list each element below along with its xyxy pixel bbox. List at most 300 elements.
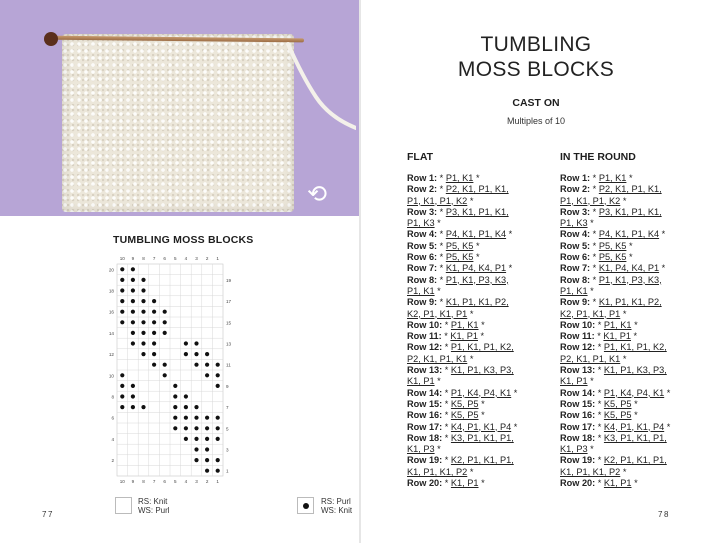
chart-number-label: 11 — [226, 362, 231, 368]
flat-row-line — [407, 286, 555, 297]
flat-row-post: * — [478, 478, 485, 489]
round-row-line — [560, 207, 708, 218]
round-row-post: * — [620, 195, 627, 206]
round-row-line — [560, 455, 708, 466]
purl-stitch-dot — [120, 373, 124, 377]
chart-number-label: 5 — [226, 426, 229, 432]
purl-stitch-dot — [194, 352, 198, 356]
round-row-inst: K1, P1, K3, P3, — [603, 365, 667, 376]
flat-row-inst: K1, P1 — [450, 478, 479, 489]
purl-stitch-dot — [205, 426, 209, 430]
chart-number-label: 17 — [226, 299, 232, 305]
flat-row-post: * — [511, 421, 518, 432]
round-row-inst: K5, P5 — [603, 398, 632, 409]
round-row-line — [560, 173, 708, 184]
knitted-swatch — [62, 34, 294, 212]
flat-row-line — [407, 410, 555, 421]
legend-purl-rs: RS: Purl — [321, 497, 351, 506]
flat-row-post: * — [434, 218, 441, 229]
flat-row-post: * — [434, 285, 441, 296]
chart-number-label: 2 — [111, 458, 114, 464]
purl-stitch-dot — [131, 384, 135, 388]
round-row-pre: * — [595, 365, 604, 376]
purl-stitch-dot — [194, 426, 198, 430]
purl-stitch-dot — [173, 405, 177, 409]
flat-row-inst: P5, K5 — [445, 240, 474, 251]
chart-number-label: 14 — [108, 330, 114, 336]
round-row-post: * — [620, 353, 627, 364]
round-row-post: * — [659, 229, 666, 240]
round-row-label: Row 20: — [560, 478, 596, 489]
chart-title: TUMBLING MOSS BLOCKS — [113, 234, 254, 246]
round-row-inst: K1, P1 — [603, 478, 632, 489]
chart-number-label: 15 — [226, 320, 232, 326]
chart-number-label: 2 — [205, 479, 209, 484]
flat-row-pre: * — [442, 365, 451, 376]
chart-number-label: 19 — [226, 277, 232, 283]
flat-row-line — [407, 320, 555, 331]
purl-stitch-dot — [152, 310, 156, 314]
chart-number-label: 5 — [174, 256, 177, 261]
round-row-pre: * — [590, 184, 599, 195]
round-row-label: Row 12: — [560, 342, 596, 353]
round-row-post: * — [631, 410, 638, 421]
round-row-pre: * — [595, 410, 604, 421]
round-row-pre: * — [590, 173, 599, 183]
purl-stitch-dot — [194, 363, 198, 367]
round-row-inst: P1, K1, P3, K3, — [598, 274, 662, 285]
flat-row-pre: * — [437, 297, 446, 308]
flat-row-line — [407, 422, 555, 433]
chart-number-label: 8 — [111, 394, 114, 400]
stitch-chart — [100, 252, 250, 492]
purl-stitch-dot — [131, 405, 135, 409]
chart-number-label: 4 — [111, 436, 114, 442]
round-row-label: Row 2: — [560, 184, 591, 195]
round-row-inst: P1, K1 — [560, 285, 588, 296]
flat-row-post: * — [478, 410, 485, 421]
flat-row-post: * — [506, 229, 513, 240]
purl-stitch-dot — [184, 437, 188, 441]
purl-stitch-dot — [184, 405, 188, 409]
flat-row-line — [407, 478, 555, 489]
flat-row-label: Row 15: — [407, 398, 443, 409]
chart-number-label: 18 — [108, 288, 114, 294]
round-row-line — [560, 467, 708, 478]
round-row-label: Row 14: — [560, 387, 596, 398]
chart-number-label: 7 — [152, 479, 156, 484]
purl-stitch-dot — [152, 320, 156, 324]
flat-row-inst: K2, P1, K1, P1 — [407, 308, 468, 319]
flat-row-pre: * — [437, 173, 446, 183]
round-row-line — [560, 354, 708, 365]
round-row-label: Row 10: — [560, 319, 596, 330]
flat-row-label: Row 13: — [407, 365, 443, 376]
round-instructions — [560, 173, 708, 489]
purl-stitch-dot — [131, 331, 135, 335]
purl-stitch-dot — [141, 310, 145, 314]
flat-row-pre: * — [442, 387, 451, 398]
round-row-label: Row 13: — [560, 365, 596, 376]
round-row-post: * — [631, 478, 638, 489]
round-row-inst: K1, P1, K1, P2, — [598, 297, 662, 308]
purl-stitch-dot — [194, 405, 198, 409]
flat-row-inst: P2, K1, P1, K1, — [445, 184, 509, 195]
flat-row-pre: * — [442, 455, 451, 466]
purl-stitch-dot — [194, 447, 198, 451]
flat-row-post: * — [434, 444, 441, 455]
flat-row-pre: * — [442, 410, 451, 421]
round-row-inst: P1, K1, P1, K2, — [603, 342, 667, 353]
round-row-pre: * — [590, 297, 599, 308]
flat-row-pre: * — [442, 421, 451, 432]
flat-row-pre: * — [437, 274, 446, 285]
flat-row-post: * — [434, 376, 441, 387]
flat-row-label: Row 7: — [407, 263, 438, 274]
purl-stitch-dot — [216, 458, 220, 462]
round-row-label: Row 9: — [560, 297, 591, 308]
round-row-line — [560, 320, 708, 331]
round-row-inst: K1, P1, K1, P2 — [560, 466, 621, 477]
purl-stitch-dot — [184, 341, 188, 345]
purl-stitch-dot — [205, 363, 209, 367]
chart-number-label: 8 — [142, 479, 145, 484]
knit-symbol-box — [115, 497, 132, 514]
flat-row-inst: K1, P4, K4, P1 — [445, 263, 507, 274]
purl-stitch-dot — [216, 384, 220, 388]
purl-stitch-dot — [141, 278, 145, 282]
chart-number-label: 5 — [174, 479, 177, 484]
purl-stitch-dot — [173, 384, 177, 388]
flat-row-label: Row 11: — [407, 331, 442, 342]
purl-stitch-dot — [216, 416, 220, 420]
round-row-label: Row 7: — [560, 263, 591, 274]
purl-stitch-dot — [152, 363, 156, 367]
round-row-label: Row 15: — [560, 398, 596, 409]
chart-number-label: 12 — [108, 352, 114, 358]
purl-stitch-dot — [216, 437, 220, 441]
round-row-post: * — [631, 398, 638, 409]
round-row-line — [560, 184, 708, 195]
purl-stitch-dot — [120, 267, 124, 271]
round-row-post: * — [664, 387, 671, 398]
round-row-label: Row 17: — [560, 421, 596, 432]
chart-number-label: 13 — [226, 341, 232, 347]
flat-row-inst: P1, K1, P3, K3, — [445, 274, 509, 285]
round-row-line — [560, 241, 708, 252]
purl-stitch-dot — [152, 331, 156, 335]
round-row-pre: * — [595, 387, 604, 398]
chart-number-label: 1 — [216, 256, 219, 261]
flat-row-inst: K2, P1, K1, P1, — [450, 455, 514, 466]
round-row-line — [560, 331, 708, 342]
flat-row-pre: * — [442, 478, 451, 489]
flat-instructions — [407, 173, 555, 489]
round-row-post: * — [587, 285, 594, 296]
purl-stitch-dot — [120, 405, 124, 409]
purl-stitch-dot — [163, 310, 167, 314]
round-row-pre: * — [590, 229, 599, 240]
flat-row-line — [407, 467, 555, 478]
round-row-inst: P4, K1, P1, K4 — [598, 229, 660, 240]
round-row-pre: * — [595, 478, 604, 489]
flat-row-line — [407, 229, 555, 240]
legend-knit-rs: RS: Knit — [138, 497, 168, 506]
flat-row-line — [407, 388, 555, 399]
flat-row-label: Row 18: — [407, 432, 443, 443]
chart-number-label: 3 — [195, 256, 198, 261]
purl-stitch-dot — [205, 416, 209, 420]
flat-row-label: Row 5: — [407, 240, 438, 251]
flat-row-line — [407, 173, 555, 184]
chart-number-label: 6 — [111, 415, 114, 421]
chart-number-label: 10 — [108, 373, 114, 379]
round-row-label: Row 5: — [560, 240, 591, 251]
flat-row-inst: P1, K1 — [407, 285, 435, 296]
rotate-arrows-icon: ⟲ — [306, 180, 328, 208]
flat-row-post: * — [478, 398, 485, 409]
round-row-pre: * — [594, 331, 604, 342]
flat-row-line — [407, 444, 555, 455]
flat-row-label: Row 12: — [407, 342, 443, 353]
in-the-round-heading: IN THE ROUND — [560, 151, 636, 163]
round-row-inst: P1, K1 — [598, 173, 627, 183]
chart-legend — [111, 497, 351, 517]
page-gutter — [359, 0, 361, 543]
flat-row-post: * — [467, 308, 474, 319]
purl-stitch-dot — [131, 394, 135, 398]
legend-purl-ws: WS: Knit — [321, 506, 353, 515]
round-row-line — [560, 422, 708, 433]
purl-stitch-dot — [216, 363, 220, 367]
purl-stitch-dot — [194, 341, 198, 345]
flat-row-inst: P1, K1, P1, K2 — [407, 195, 468, 206]
cast-on-multiples: Multiples of 10 — [506, 116, 566, 126]
round-row-inst: K1, P1 — [560, 376, 588, 387]
purl-stitch-dot — [141, 299, 145, 303]
chart-number-label: 9 — [131, 256, 135, 261]
flat-row-inst: P1, K1 — [445, 173, 474, 183]
round-row-pre: * — [590, 263, 599, 274]
purl-stitch-dot — [194, 458, 198, 462]
round-row-pre: * — [590, 240, 599, 251]
chart-number-label: 20 — [108, 267, 114, 273]
purl-stitch-dot — [173, 426, 177, 430]
flat-row-line — [407, 399, 555, 410]
swatch-photo — [0, 0, 359, 216]
flat-row-post: * — [473, 173, 480, 183]
flat-row-line — [407, 207, 555, 218]
flat-row-line — [407, 342, 555, 353]
purl-stitch-dot — [194, 416, 198, 420]
round-row-post: * — [659, 263, 666, 274]
purl-stitch-dot — [131, 341, 135, 345]
flat-row-line — [407, 433, 555, 444]
round-row-line — [560, 309, 708, 320]
flat-row-post: * — [473, 252, 480, 263]
purl-stitch-dot — [194, 437, 198, 441]
pattern-title — [436, 32, 636, 82]
flat-row-line — [407, 365, 555, 376]
round-row-label: Row 16: — [560, 410, 596, 421]
chart-number-label: 9 — [131, 479, 135, 484]
purl-stitch-dot — [184, 352, 188, 356]
purl-stitch-dot — [131, 310, 135, 314]
yarn-strand — [286, 42, 356, 132]
chart-number-label: 1 — [216, 479, 219, 484]
chart-number-label: 2 — [205, 256, 209, 261]
flat-row-pre: * — [441, 331, 451, 342]
flat-row-line — [407, 218, 555, 229]
purl-stitch-dot — [141, 331, 145, 335]
purl-stitch-dot — [120, 310, 124, 314]
purl-stitch-dot — [141, 320, 145, 324]
round-row-post: * — [664, 421, 671, 432]
needle-end-knob — [44, 32, 58, 46]
purl-symbol-box — [297, 497, 314, 514]
round-row-line — [560, 433, 708, 444]
flat-row-inst: P2, K1, P1, K1 — [407, 353, 468, 364]
round-row-inst: P1, K1, P1, K2 — [560, 195, 621, 206]
round-row-label: Row 8: — [560, 274, 591, 285]
round-row-inst: K2, P1, K1, P1, — [603, 455, 667, 466]
round-row-post: * — [626, 173, 633, 183]
chart-number-label: 10 — [119, 479, 125, 484]
purl-stitch-dot — [163, 363, 167, 367]
round-row-line — [560, 388, 708, 399]
flat-row-post: * — [467, 195, 474, 206]
flat-row-post: * — [506, 263, 513, 274]
purl-stitch-dot — [216, 373, 220, 377]
flat-row-pre: * — [437, 240, 446, 251]
flat-row-pre: * — [442, 319, 451, 330]
flat-row-inst: K1, P1, K1, P2, — [445, 297, 509, 308]
round-row-inst: K4, P1, K1, P4 — [603, 421, 665, 432]
pattern-title-line1: TUMBLING — [480, 33, 592, 56]
round-row-post: * — [626, 240, 633, 251]
flat-row-inst: P1, K4, P4, K1 — [450, 387, 512, 398]
flat-row-inst: P3, K1, P1, K1, — [445, 206, 509, 217]
round-row-inst: P5, K5 — [598, 240, 627, 251]
flat-row-pre: * — [437, 252, 446, 263]
purl-stitch-dot — [120, 278, 124, 282]
round-row-pre: * — [595, 342, 604, 353]
flat-row-inst: K5, P5 — [450, 410, 479, 421]
flat-row-inst: K1, P3 — [407, 444, 435, 455]
flat-row-line — [407, 376, 555, 387]
round-row-line — [560, 410, 708, 421]
round-row-inst: K5, P5 — [603, 410, 632, 421]
purl-stitch-dot — [216, 426, 220, 430]
round-row-line — [560, 399, 708, 410]
chart-number-label: 10 — [119, 256, 125, 261]
round-row-line — [560, 365, 708, 376]
flat-row-pre: * — [437, 206, 446, 217]
round-row-inst: P1, K3 — [560, 218, 588, 229]
flat-row-line — [407, 241, 555, 252]
round-row-line — [560, 286, 708, 297]
chart-number-label: 6 — [163, 479, 166, 484]
round-row-inst: P2, K1, P1, K1 — [560, 353, 621, 364]
round-row-inst: K1, P1 — [603, 331, 631, 342]
purl-stitch-dot — [131, 320, 135, 324]
flat-row-post: * — [478, 331, 485, 342]
round-row-label: Row 1: — [560, 173, 591, 183]
chart-number-label: 9 — [226, 383, 229, 389]
purl-stitch-dot — [120, 320, 124, 324]
round-row-line — [560, 263, 708, 274]
flat-row-pre: * — [442, 432, 451, 443]
flat-row-label: Row 20: — [407, 478, 443, 489]
chart-number-label: 4 — [184, 256, 188, 261]
purl-stitch-dot — [141, 288, 145, 292]
flat-row-label: Row 10: — [407, 319, 443, 330]
purl-stitch-dot — [205, 373, 209, 377]
purl-stitch-dot — [131, 278, 135, 282]
flat-row-inst: K1, P1 — [450, 331, 478, 342]
flat-row-label: Row 2: — [407, 184, 438, 195]
round-row-line — [560, 376, 708, 387]
round-row-line — [560, 252, 708, 263]
round-row-line — [560, 275, 708, 286]
flat-row-post: * — [467, 466, 474, 477]
flat-row-label: Row 19: — [407, 455, 443, 466]
flat-row-label: Row 9: — [407, 297, 438, 308]
purl-stitch-dot — [163, 331, 167, 335]
purl-stitch-dot — [184, 426, 188, 430]
round-row-label: Row 6: — [560, 252, 591, 263]
flat-row-inst: K5, P5 — [450, 398, 479, 409]
chart-number-label: 4 — [184, 479, 188, 484]
round-row-post: * — [620, 466, 627, 477]
purl-stitch-dot — [131, 267, 135, 271]
chart-number-label: 1 — [226, 468, 229, 474]
round-row-label: Row 4: — [560, 229, 591, 240]
flat-row-pre: * — [437, 184, 446, 195]
round-row-inst: P1, K1 — [603, 319, 632, 330]
round-row-inst: K2, P1, K1, P1 — [560, 308, 621, 319]
flat-row-post: * — [478, 319, 485, 330]
chart-number-label: 7 — [226, 405, 229, 411]
flat-row-label: Row 3: — [407, 206, 438, 217]
round-row-post: * — [626, 252, 633, 263]
chart-number-label: 6 — [163, 256, 166, 261]
flat-row-inst: P1, K3 — [407, 218, 435, 229]
round-row-line — [560, 196, 708, 207]
flat-row-inst: K1, P1, K3, P3, — [450, 365, 514, 376]
purl-stitch-dot — [184, 394, 188, 398]
page-number-left: 77 — [42, 510, 54, 519]
flat-row-line — [407, 275, 555, 286]
flat-row-pre: * — [442, 398, 451, 409]
left-page — [0, 0, 359, 543]
round-row-post: * — [620, 308, 627, 319]
purl-stitch-dot — [131, 288, 135, 292]
round-row-pre: * — [590, 206, 599, 217]
purl-stitch-dot — [205, 352, 209, 356]
round-row-inst: P1, K4, P4, K1 — [603, 387, 665, 398]
flat-row-post: * — [511, 387, 518, 398]
round-row-line — [560, 478, 708, 489]
flat-row-post: * — [473, 240, 480, 251]
flat-row-line — [407, 354, 555, 365]
flat-row-line — [407, 455, 555, 466]
chart-number-label: 3 — [226, 447, 229, 453]
round-row-pre: * — [590, 274, 599, 285]
purl-stitch-dot — [205, 469, 209, 473]
round-row-inst: P3, K1, P1, K1, — [598, 206, 662, 217]
purl-stitch-dot — [141, 341, 145, 345]
